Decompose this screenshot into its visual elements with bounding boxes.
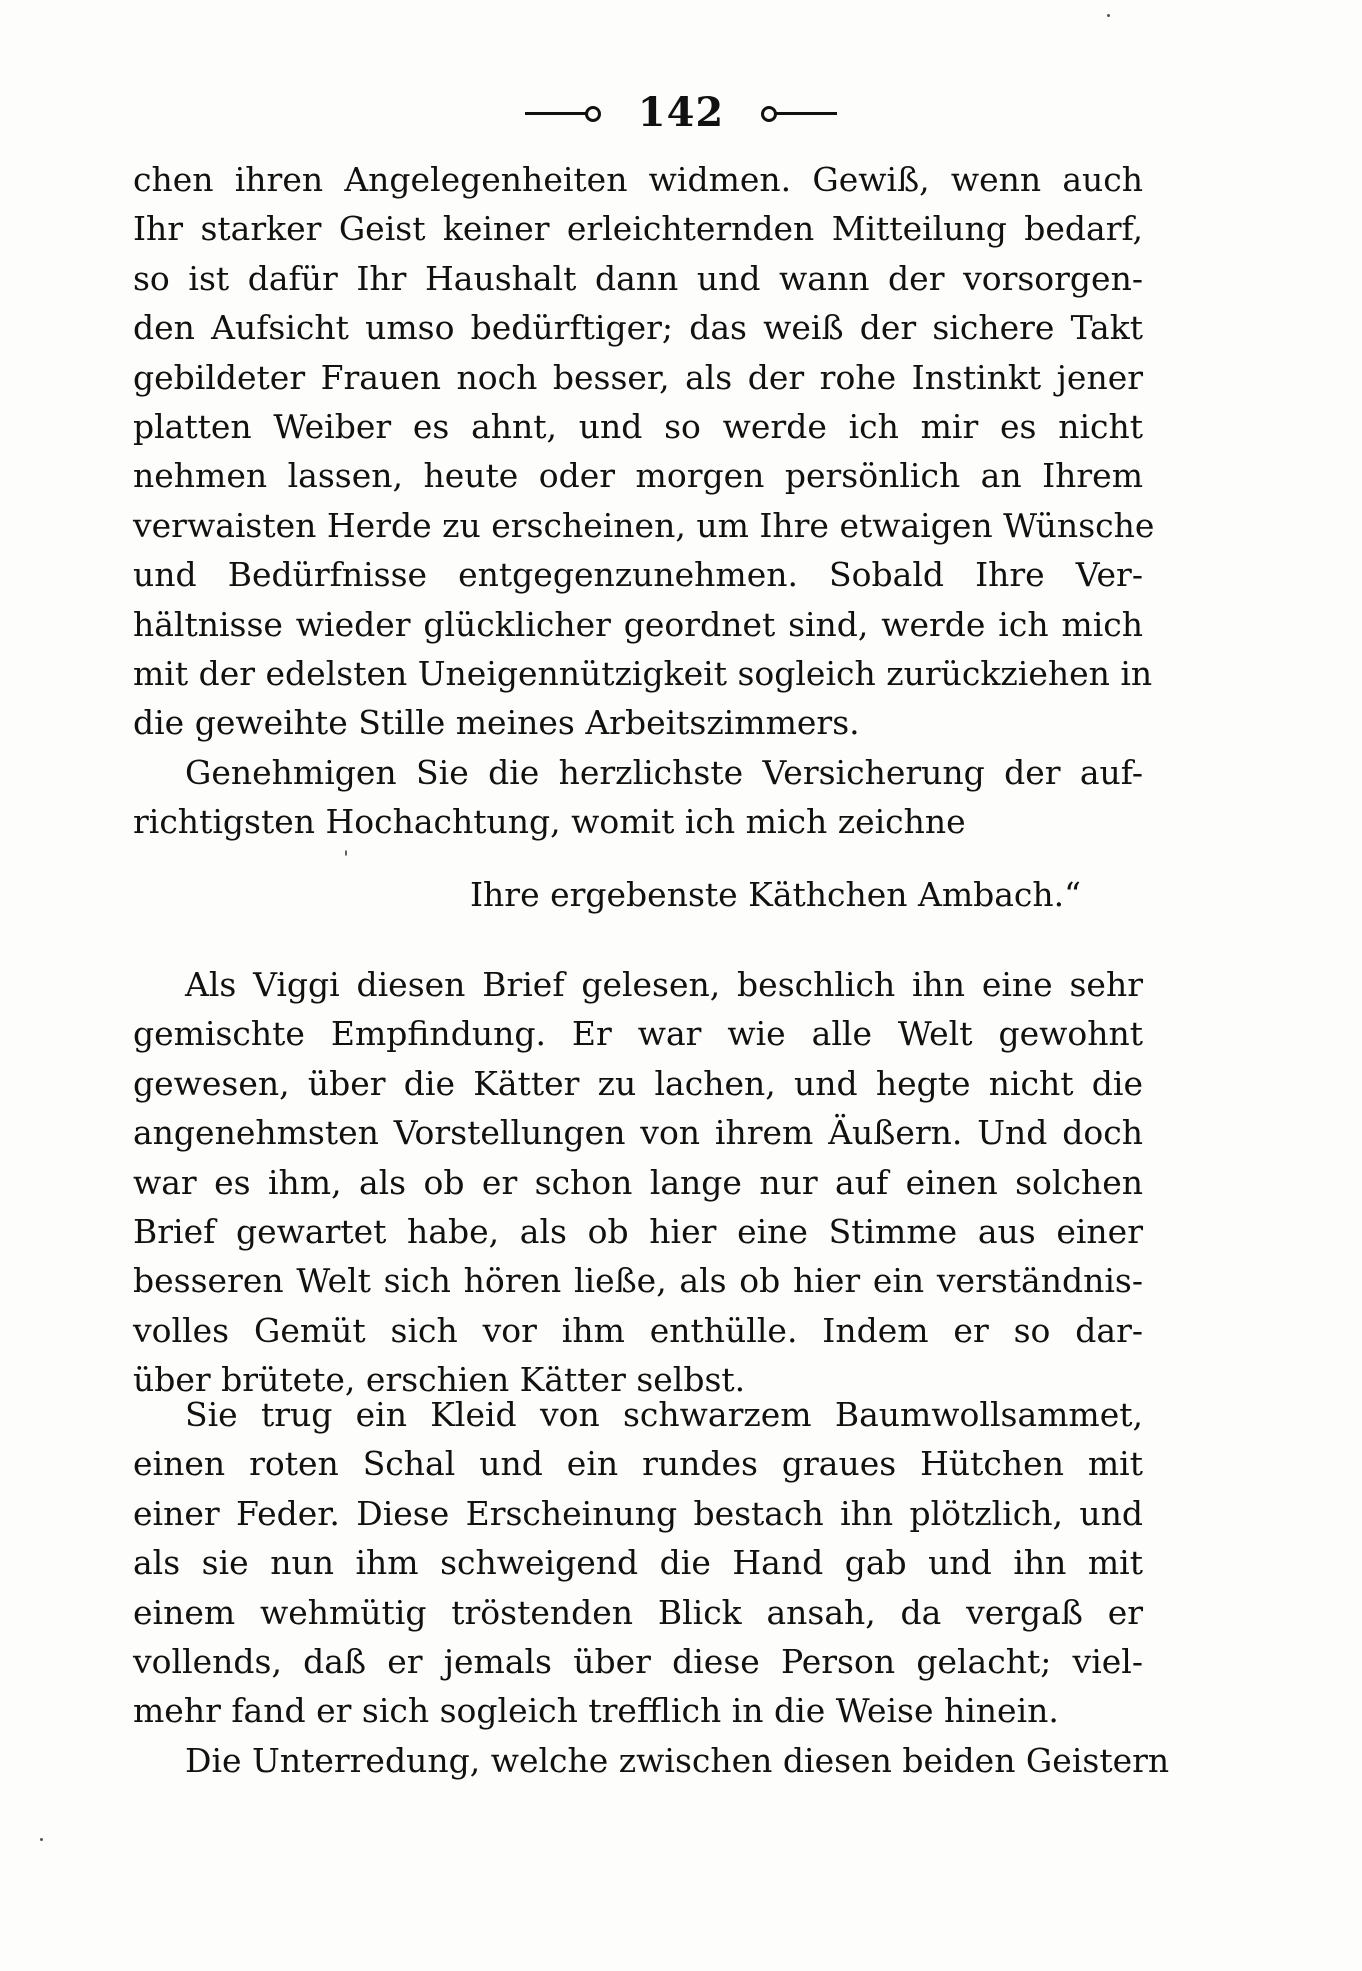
scan-speck (1107, 14, 1110, 17)
text-line: angenehmsten Vorstellungen von ihrem Äußern. Und doch (133, 1113, 1143, 1153)
text-line: Die Unterredung, welche zwischen diesen beiden Geistern (185, 1740, 1170, 1780)
letter-signature: Ihre ergebenste Käthchen Ambach.“ (470, 875, 1082, 914)
text-line: hältnisse wieder glücklicher geordnet sind, werde ich mich (133, 604, 1143, 644)
text-line: so ist dafür Ihr Haushalt dann und wann der vorsorgen- (133, 258, 1143, 298)
text-line: platten Weiber es ahnt, und so werde ich mir es nicht (133, 406, 1143, 446)
narrative-paragraph (133, 960, 1143, 1405)
text-line: besseren Welt sich hören ließe, als ob hier ein verständnis- (133, 1261, 1143, 1301)
text-line: Ihr starker Geist keiner erleichternden Mitteilung bedarf, (133, 209, 1143, 249)
text-line: war es ihm, als ob er schon lange nur auf einen solchen (133, 1162, 1143, 1202)
scan-speck (345, 850, 347, 856)
letter-body (133, 155, 1155, 846)
scan-speck (40, 1838, 43, 1841)
text-line: vollends, daß er jemals über diese Person gelacht; viel- (133, 1641, 1143, 1681)
text-line: einer Feder. Diese Erscheinung bestach ihn plötzlich, und (133, 1493, 1143, 1533)
page-header (0, 88, 1362, 135)
narrative-paragraph (133, 1390, 1170, 1785)
text-line: richtigsten Hochachtung, womit ich mich zeichne (133, 802, 966, 842)
text-line: mit der edelsten Uneigennützigkeit sogleich zurückziehen in (133, 653, 1153, 693)
text-line: einen roten Schal und ein rundes graues Hütchen mit (133, 1444, 1143, 1484)
text-line: Als Viggi diesen Brief gelesen, beschlich ihn eine sehr (185, 965, 1143, 1004)
text-line: Genehmigen Sie die herzlichste Versicherung der auf- (185, 752, 1143, 792)
text-line: als sie nun ihm schweigend die Hand gab und ihn mit (133, 1543, 1143, 1583)
text-line: verwaisten Herde zu erscheinen, um Ihre etwaigen Wünsche (133, 505, 1155, 545)
text-line: nehmen lassen, heute oder morgen persönlich an Ihrem (133, 456, 1143, 496)
text-line: Brief gewartet habe, als ob hier eine Stimme aus einer (133, 1211, 1143, 1251)
text-line: mehr fand er sich sogleich trefflich in die Weise hinein. (133, 1691, 1059, 1731)
text-line: einem wehmütig tröstenden Blick ansah, da vergaß er (133, 1592, 1143, 1632)
header-ornament-right (773, 112, 837, 115)
text-line: chen ihren Angelegenheiten widmen. Gewiß, wenn auch (133, 160, 1143, 199)
text-line: den Aufsicht umso bedürftiger; das weiß der sichere Takt (133, 308, 1143, 348)
text-line: die geweihte Stille meines Arbeitszimmers. (133, 703, 860, 743)
text-line: Sie trug ein Kleid von schwarzem Baumwollsammet, (185, 1395, 1143, 1434)
page-number: 142 (637, 89, 725, 136)
header-ornament-left (525, 112, 589, 115)
text-line: gemischte Empfindung. Er war wie alle Welt gewohnt (133, 1014, 1143, 1054)
text-line: volles Gemüt sich vor ihm enthülle. Indem er so dar- (133, 1310, 1143, 1350)
text-line: gewesen, über die Kätter zu lachen, und hegte nicht die (133, 1063, 1143, 1103)
text-line: und Bedürfnisse entgegenzunehmen. Sobald Ihre Ver- (133, 555, 1143, 595)
text-line: gebildeter Frauen noch besser, als der rohe Instinkt jener (133, 357, 1143, 397)
text-line: über brütete, erschien Kätter selbst. (133, 1360, 746, 1400)
